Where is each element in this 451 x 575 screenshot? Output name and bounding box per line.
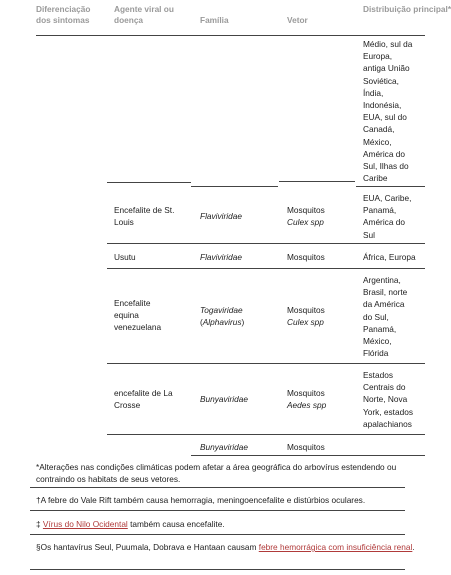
footnote-divider bbox=[30, 534, 405, 535]
vector-cell: Mosquitos Culex spp bbox=[287, 205, 325, 228]
distribution-cell: África, Europa bbox=[363, 252, 416, 262]
family-cell: Flaviviridae bbox=[200, 252, 242, 262]
footnote-hantavirus: §Os hantavírus Seul, Puumala, Dobrava e Hantaan causam febre hemorrágica com insuficiência renal. bbox=[36, 542, 415, 552]
footnote-divider bbox=[30, 569, 405, 570]
distribution-cell: EUA, Caribe, Panamá, América do Sul bbox=[363, 193, 412, 240]
footnote-climate: *Alterações nas condições climáticas podem afetar a área geográfica do arbovírus estendendo ou contraindo os habitats de seus vetores. bbox=[36, 462, 397, 485]
row-divider bbox=[107, 182, 191, 183]
footnote-rift-valley: †A febre do Vale Rift também causa hemorragia, meningoencefalite e distúrbios oculares. bbox=[36, 495, 366, 505]
header-distribution: Distribuição principal* bbox=[363, 4, 451, 14]
row-divider bbox=[279, 181, 355, 182]
header-vector: Vetor bbox=[287, 15, 308, 25]
agent-cell: encefalite de La Crosse bbox=[114, 388, 173, 411]
row-divider bbox=[107, 434, 192, 435]
family-cell: Togaviridae (Alphavirus) bbox=[200, 305, 245, 328]
row-divider bbox=[191, 455, 425, 456]
vector-cell: Mosquitos Culex spp bbox=[287, 305, 325, 328]
row-divider bbox=[191, 186, 278, 187]
footnote-west-nile: ‡ Vírus do Nilo Ocidental também causa encefalite. bbox=[36, 519, 225, 529]
header-family: Família bbox=[200, 15, 229, 25]
distribution-cell: Argentina, Brasil, norte da América do Sul, Panamá, México, Flórida bbox=[363, 275, 408, 359]
row-divider bbox=[107, 363, 425, 364]
vector-cell: Mosquitos bbox=[287, 442, 325, 452]
family-cell: Bunyaviridae bbox=[200, 442, 248, 452]
distribution-cell: Estados Centrais do Norte, Nova York, estados apalachianos bbox=[363, 370, 413, 429]
vector-cell: Mosquitos bbox=[287, 252, 325, 262]
row-divider bbox=[107, 243, 425, 244]
row-divider bbox=[356, 186, 425, 187]
row-divider bbox=[107, 268, 425, 269]
row-divider bbox=[192, 434, 425, 435]
agent-cell: Encefalite equina venezuelana bbox=[114, 298, 162, 333]
header-symptoms: Diferenciação dos sintomas bbox=[36, 4, 91, 25]
distribution-top: Médio, sul da Europa, antiga União Soviética, Índia, Indonésia, EUA, sul do Canadá, México, América do Sul, Ilhas do Caribe bbox=[363, 39, 413, 184]
family-cell: Flaviviridae bbox=[200, 211, 242, 221]
hemorrhagic-fever-link[interactable]: febre hemorrágica com insuficiência renal bbox=[258, 542, 413, 552]
footnote-divider bbox=[30, 510, 405, 511]
vector-cell: Mosquitos Aedes spp bbox=[287, 388, 327, 411]
header-divider bbox=[36, 35, 425, 36]
family-cell: Bunyaviridae bbox=[200, 394, 248, 404]
agent-cell: Encefalite de St. Louis bbox=[114, 205, 175, 228]
header-agent: Agente viral ou doença bbox=[114, 4, 174, 25]
west-nile-link[interactable]: Vírus do Nilo Ocidental bbox=[42, 519, 128, 529]
footnote-divider bbox=[30, 487, 405, 488]
agent-cell: Usutu bbox=[114, 252, 136, 262]
